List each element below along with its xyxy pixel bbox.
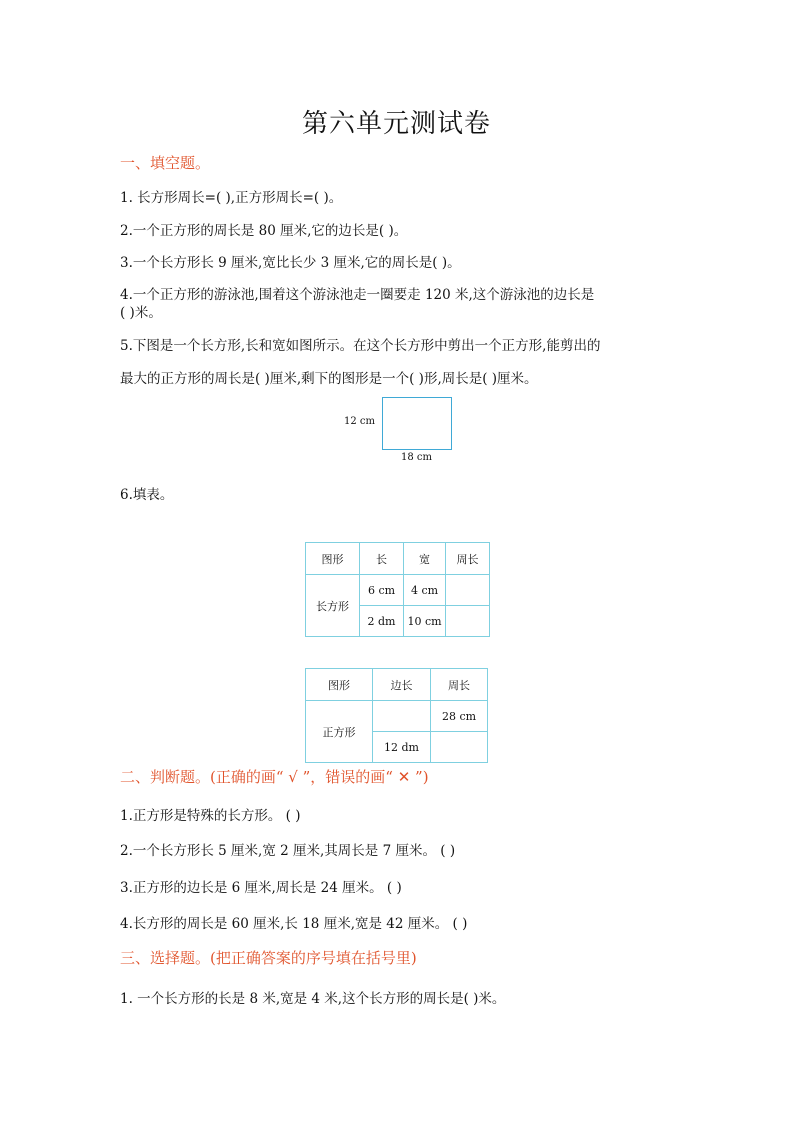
table-cell-blank [373, 701, 431, 732]
question-choice-1: 1. 一个长方形的长是 8 米,宽是 4 米,这个长方形的周长是( )米。 [120, 991, 506, 1007]
table-cell: 4 cm [404, 575, 446, 606]
question-fill-1: 1. 长方形周长=( ),正方形周长=( )。 [120, 190, 343, 206]
question-fill-3: 3.一个长方形长 9 厘米,宽比长少 3 厘米,它的周长是( )。 [120, 255, 461, 271]
figure-width-label: 12 cm [344, 416, 375, 427]
table-cell: 28 cm [431, 701, 488, 732]
table-cell: 2 dm [360, 606, 404, 637]
question-fill-2: 2.一个正方形的周长是 80 厘米,它的边长是( )。 [120, 223, 408, 239]
table-header-width: 宽 [404, 543, 446, 575]
table-header-perimeter: 周长 [446, 543, 490, 575]
table-cell: 10 cm [404, 606, 446, 637]
section-heading-fill: 一、填空题。 [120, 154, 211, 172]
table-header-shape: 图形 [306, 669, 373, 701]
table-header-side: 边长 [373, 669, 431, 701]
figure-length-label: 18 cm [401, 452, 432, 463]
table-cell: 12 dm [373, 732, 431, 763]
rectangle-figure [382, 397, 452, 450]
table-cell-shape: 正方形 [306, 701, 373, 763]
question-fill-5-line2: 最大的正方形的周长是( )厘米,剩下的图形是一个( )形,周长是( )厘米。 [120, 371, 538, 387]
section-heading-judge: 二、判断题。(正确的画“ √ ”，错误的画“ ✕ ”) [120, 768, 429, 786]
question-judge-3: 3.正方形的边长是 6 厘米,周长是 24 厘米。 ( ) [120, 880, 402, 896]
page-title: 第六单元测试卷 [301, 109, 491, 139]
table-header-shape: 图形 [306, 543, 360, 575]
table-cell-blank [431, 732, 488, 763]
question-judge-4: 4.长方形的周长是 60 厘米,长 18 厘米,宽是 42 厘米。 ( ) [120, 916, 468, 932]
table-header-length: 长 [360, 543, 404, 575]
question-judge-2: 2.一个长方形长 5 厘米,宽 2 厘米,其周长是 7 厘米。 ( ) [120, 843, 456, 859]
table-header-perimeter: 周长 [431, 669, 488, 701]
table-cell: 6 cm [360, 575, 404, 606]
question-fill-6: 6.填表。 [120, 487, 174, 503]
table-cell-blank [446, 606, 490, 637]
question-fill-4-line1: 4.一个正方形的游泳池,围着这个游泳池走一圈要走 120 米,这个游泳池的边长是 [120, 287, 595, 303]
section-heading-choice: 三、选择题。(把正确答案的序号填在括号里) [120, 949, 417, 967]
question-fill-4-line2: ( )米。 [120, 305, 162, 321]
question-fill-5-line1: 5.下图是一个长方形,长和宽如图所示。在这个长方形中剪出一个正方形,能剪出的 [120, 338, 601, 354]
question-judge-1: 1.正方形是特殊的长方形。 ( ) [120, 808, 301, 824]
square-table [305, 668, 488, 763]
table-cell-blank [446, 575, 490, 606]
rectangle-table [305, 542, 490, 637]
table-cell-shape: 长方形 [306, 575, 360, 637]
